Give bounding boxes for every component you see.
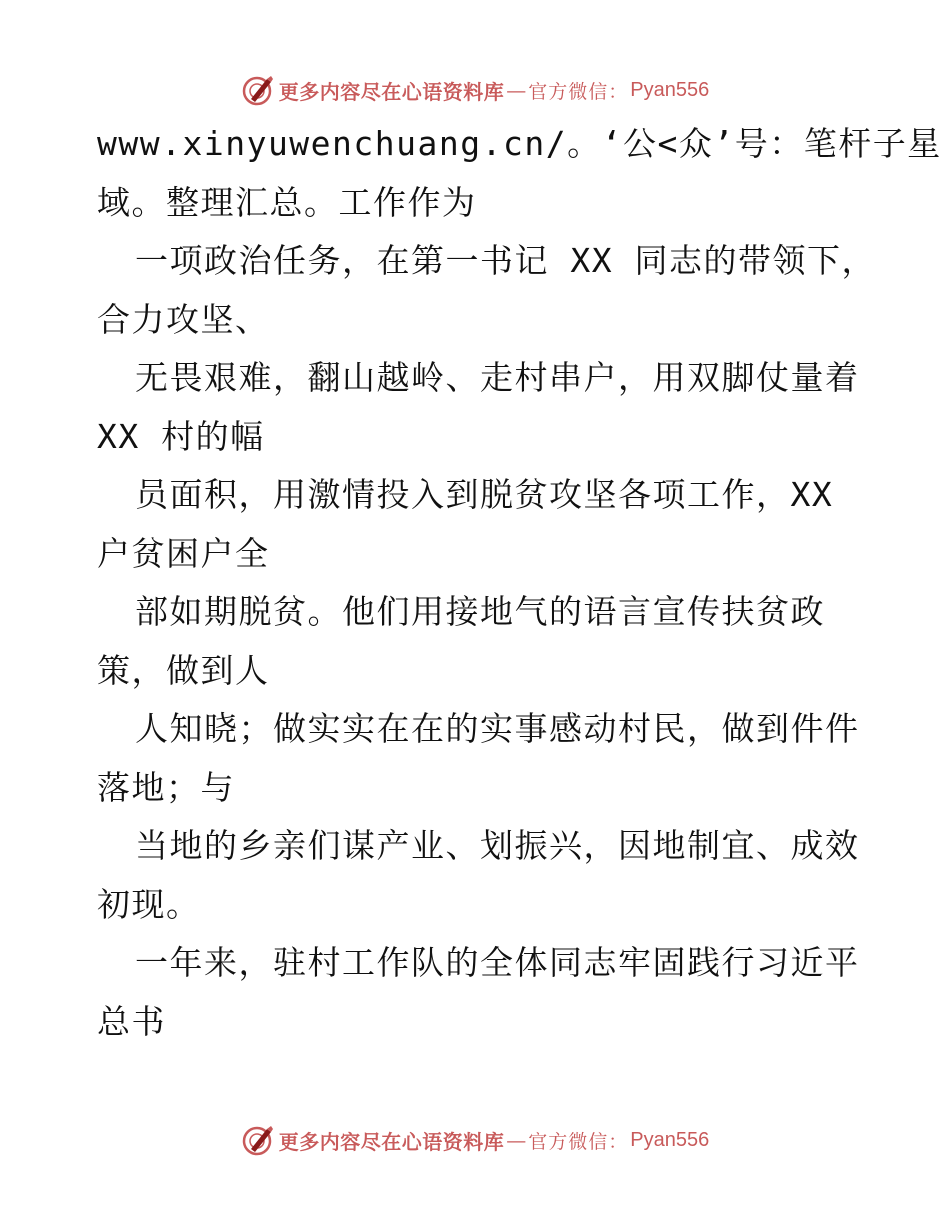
- footer-label: 官方微信：: [528, 1130, 629, 1153]
- body-line: 员面积，用激情投入到脱贫攻坚各项工作，XX: [135, 475, 834, 514]
- body-line: 落地；与: [97, 767, 235, 807]
- footer-brand: 更多内容尽在心语资料库: [278, 1129, 505, 1154]
- footer-banner: [0, 1120, 950, 1160]
- pen-logo-icon: [241, 73, 275, 107]
- body-line: 户贫困户全: [97, 533, 270, 573]
- header-wechat-id: Pyan556: [630, 78, 710, 101]
- body-line: XX 村的幅: [97, 416, 265, 456]
- body-line: 总书: [97, 1001, 166, 1041]
- body-line: www.xinyuwenchuang.cn/。‘公<众’号：笔杆子星: [97, 124, 942, 163]
- footer-separator: —: [506, 1128, 527, 1152]
- body-line: 一年来，驻村工作队的全体同志牢固践行习近平: [135, 943, 860, 982]
- body-line: 一项政治任务，在第一书记 XX 同志的带领下，: [135, 241, 876, 280]
- footer-wechat-id: Pyan556: [630, 1128, 710, 1151]
- header-separator: —: [506, 78, 527, 102]
- body-line: 人知晓；做实实在在的实事感动村民，做到件件: [135, 709, 860, 748]
- body-line: 无畏艰难，翻山越岭、走村串户，用双脚仗量着: [135, 358, 860, 397]
- document-body: [97, 115, 942, 1051]
- pen-logo-icon: [241, 1123, 275, 1157]
- body-line: 合力攻坚、: [97, 299, 270, 339]
- header-banner: [0, 70, 950, 110]
- header-brand: 更多内容尽在心语资料库: [278, 79, 505, 104]
- body-line: 策，做到人: [97, 650, 270, 690]
- body-line: 初现。: [97, 884, 201, 924]
- body-line: 当地的乡亲们谋产业、划振兴，因地制宜、成效: [135, 826, 860, 865]
- body-line: 域。整理汇总。工作作为: [97, 182, 477, 222]
- header-label: 官方微信：: [528, 80, 629, 103]
- body-line: 部如期脱贫。他们用接地气的语言宣传扶贫政: [135, 592, 825, 631]
